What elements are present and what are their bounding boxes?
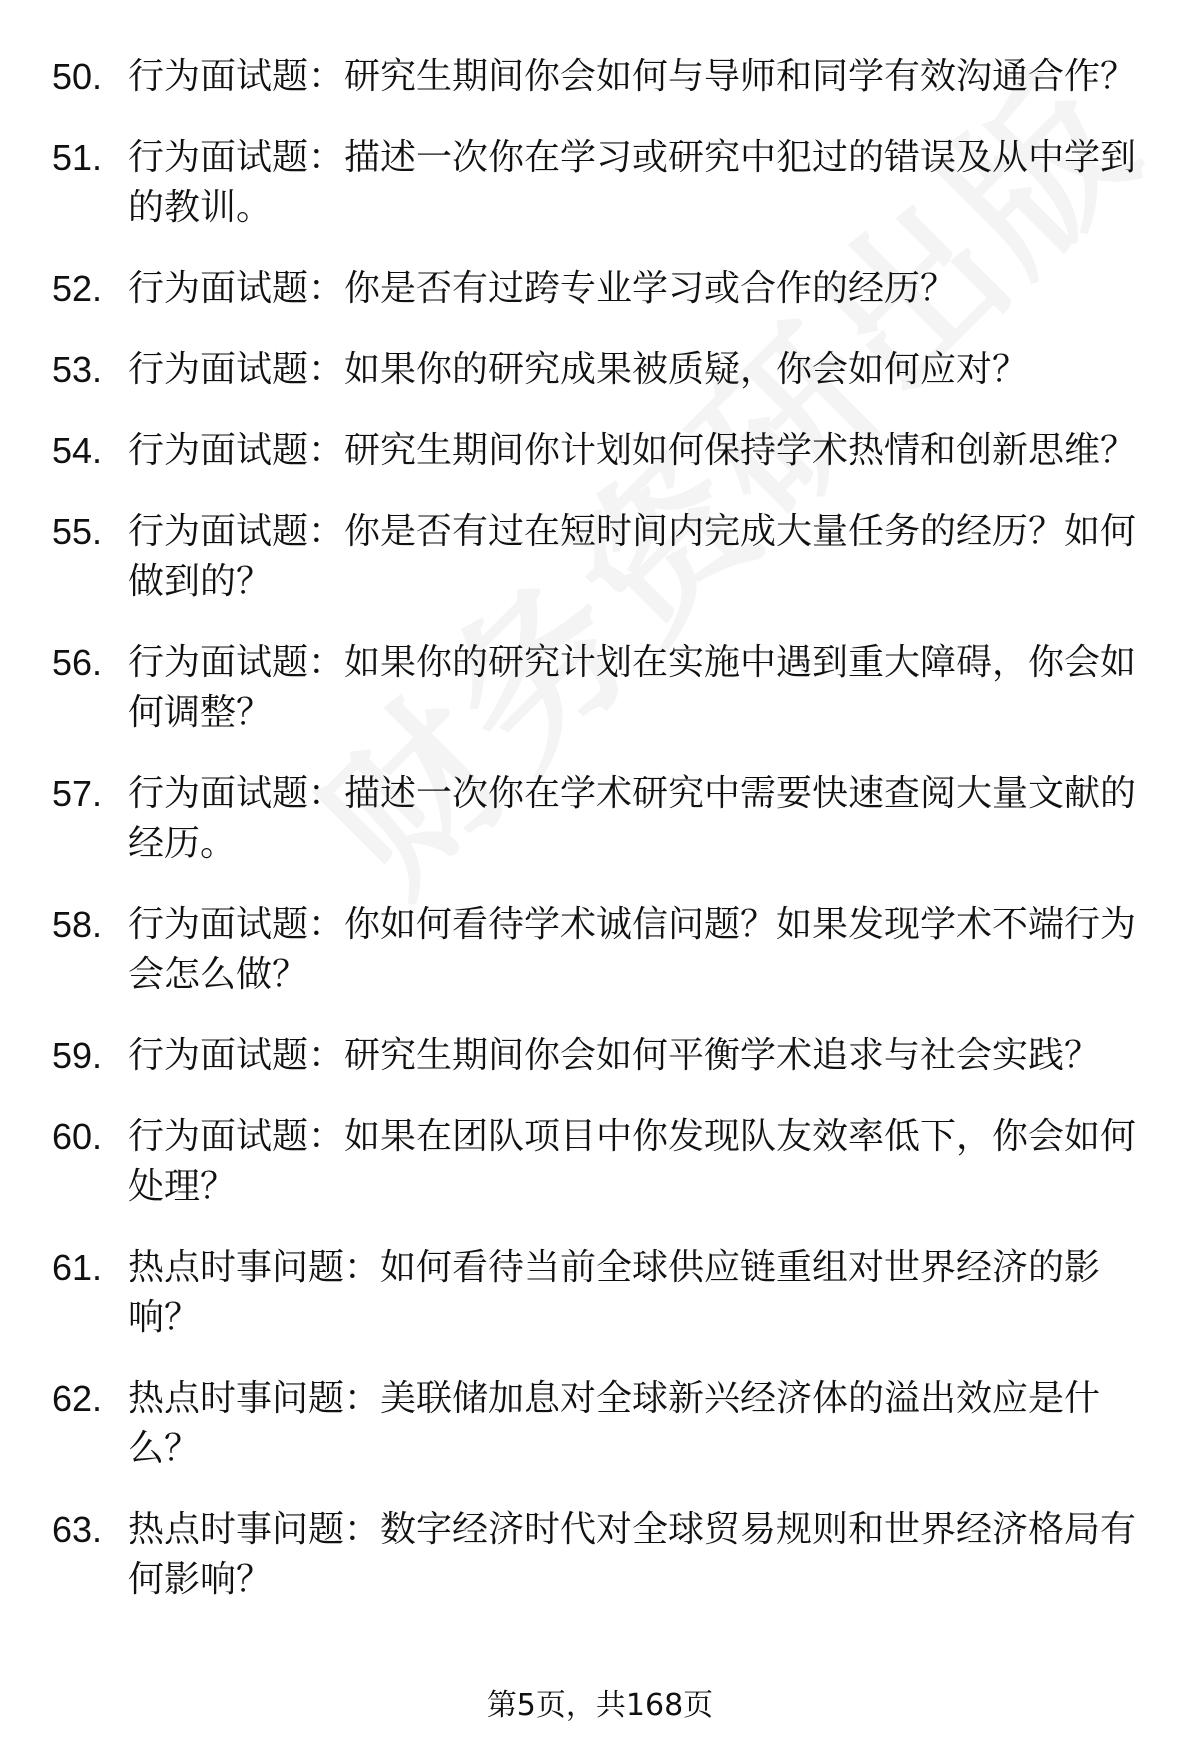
question-text: 行为面试题：如果在团队项目中你发现队友效率低下，你会如何处理？: [128, 1116, 1137, 1207]
question-number: 51.: [52, 137, 103, 178]
question-number: 52.: [52, 268, 103, 309]
question-number: 61.: [52, 1247, 103, 1288]
question-text: 行为面试题：研究生期间你会如何与导师和同学有效沟通合作？: [128, 56, 1137, 97]
question-text: 行为面试题：研究生期间你会如何平衡学术追求与社会实践？: [128, 1035, 1101, 1076]
question-item: [52, 264, 1142, 314]
question-number: 60.: [52, 1116, 103, 1157]
question-number: 53.: [52, 349, 103, 390]
question-item: [52, 345, 1142, 395]
question-text: 行为面试题：你是否有过跨专业学习或合作的经历？: [128, 268, 957, 309]
question-number: 57.: [52, 773, 103, 814]
question-text: 行为面试题：如果你的研究成果被质疑，你会如何应对？: [128, 349, 1029, 390]
question-text: 热点时事问题：美联储加息对全球新兴经济体的溢出效应是什么？: [128, 1378, 1101, 1469]
question-number: 58.: [52, 904, 103, 945]
question-text: 热点时事问题：如何看待当前全球供应链重组对世界经济的影响？: [128, 1247, 1101, 1338]
question-item: [52, 1031, 1142, 1081]
question-text: 热点时事问题：数字经济时代对全球贸易规则和世界经济格局有何影响？: [128, 1509, 1137, 1600]
question-item: [52, 1505, 1142, 1605]
question-number: 63.: [52, 1509, 103, 1550]
question-list: [52, 52, 1142, 1636]
question-text: 行为面试题：你如何看待学术诚信问题？如果发现学术不端行为会怎么做？: [128, 904, 1137, 995]
question-item: [52, 1243, 1142, 1343]
question-item: [52, 507, 1142, 607]
question-number: 62.: [52, 1378, 103, 1419]
question-number: 55.: [52, 511, 103, 552]
question-item: [52, 426, 1142, 476]
question-number: 56.: [52, 642, 103, 683]
question-number: 50.: [52, 56, 103, 97]
page-number-label: 第5页，共168页: [486, 1688, 714, 1723]
question-number: 59.: [52, 1035, 103, 1076]
question-item: [52, 638, 1142, 738]
question-text: 行为面试题：描述一次你在学习或研究中犯过的错误及从中学到的教训。: [128, 137, 1137, 228]
question-text: 行为面试题：研究生期间你计划如何保持学术热情和创新思维？: [128, 430, 1137, 471]
question-number: 54.: [52, 430, 103, 471]
question-item: [52, 769, 1142, 869]
question-text: 行为面试题：如果你的研究计划在实施中遇到重大障碍，你会如何调整？: [128, 642, 1137, 733]
page-footer: [0, 1686, 1200, 1726]
question-item: [52, 1374, 1142, 1474]
question-item: [52, 133, 1142, 233]
question-item: [52, 1112, 1142, 1212]
question-text: 行为面试题：描述一次你在学术研究中需要快速查阅大量文献的经历。: [128, 773, 1137, 864]
question-text: 行为面试题：你是否有过在短时间内完成大量任务的经历？如何做到的？: [128, 511, 1137, 602]
question-item: [52, 900, 1142, 1000]
question-item: [52, 52, 1142, 102]
